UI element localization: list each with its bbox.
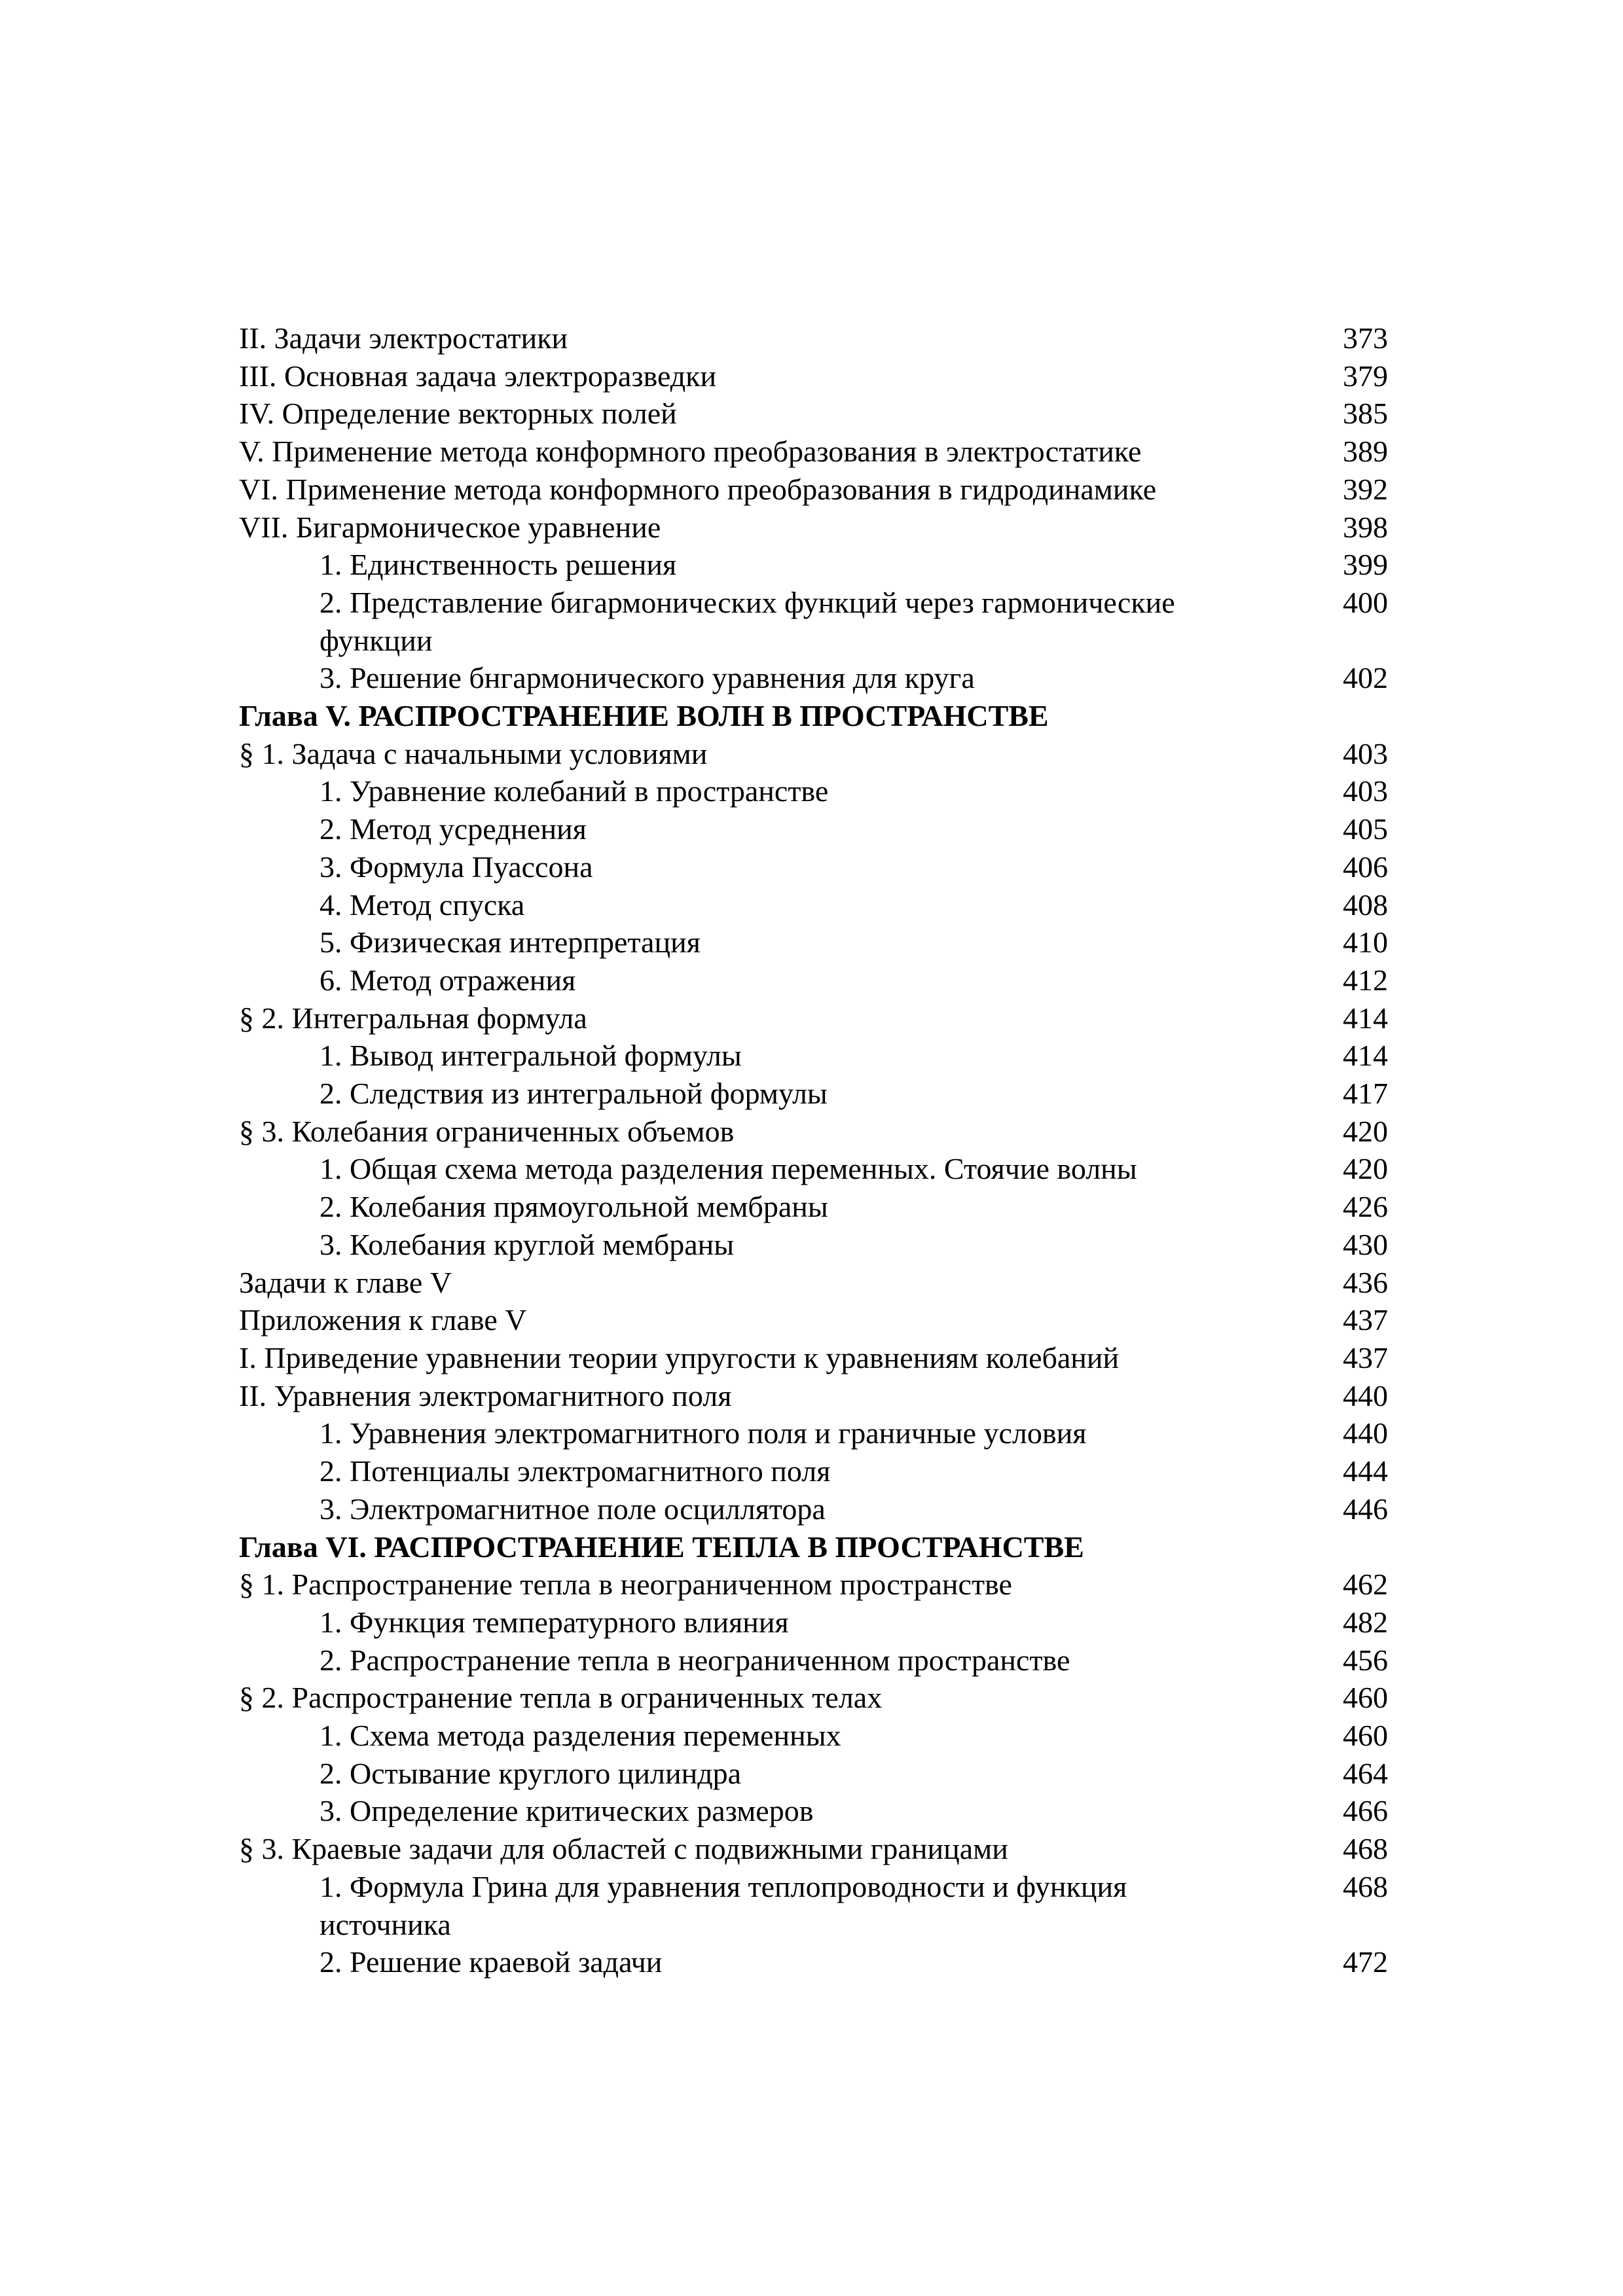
chapter-title: Глава VI. РАСПРОСТРАНЕНИЕ ТЕПЛА В ПРОСТРАНСТВЕ [239,1530,1084,1564]
toc-entry-title: 2. Решение краевой задачи [319,1945,663,1979]
toc-entry-title: 1. Схема метода разделения переменных [319,1719,841,1753]
toc-entry-title: § 3. Краевые задачи для областей с подвижными границами [239,1832,1008,1866]
toc-entry-title: 1. Функция температурного влияния [319,1605,789,1639]
toc-entry [239,1188,1388,1226]
toc-entry [239,1452,1388,1490]
toc-entry-page-number: 410 [1343,925,1388,960]
toc-entry [239,1490,1388,1528]
chapter-heading [239,697,1388,735]
table-of-contents [239,319,1388,1981]
toc-entry-page-number: 414 [1343,1001,1388,1035]
toc-entry [239,1755,1388,1793]
toc-entry-page-number: 468 [1343,1869,1388,1903]
toc-entry-page-number: 472 [1343,1945,1388,1979]
toc-entry-title: 2. Представление бигармонических функций через гармонические функции [319,585,1175,657]
toc-entry-title: I. Приведение уравнении теории упругости к уравнениям колебаний [239,1340,1120,1374]
toc-entry [239,659,1388,697]
toc-entry-title: 2. Распространение тепла в неограниченном пространстве [319,1643,1070,1677]
toc-entry-title: Приложения к главе V [239,1303,527,1337]
toc-entry-title: 2. Колебания прямоугольной мембраны [319,1190,828,1224]
toc-entry-page-number: 412 [1343,963,1388,997]
toc-entry [239,1566,1388,1604]
toc-entry [239,1414,1388,1452]
toc-entry-title: § 2. Интегральная формула [239,1001,587,1035]
toc-entry-page-number: 389 [1343,435,1388,469]
toc-entry-page-number: 373 [1343,321,1388,355]
toc-entry [239,1301,1388,1339]
toc-entry-title: 6. Метод отражения [319,963,576,997]
toc-entry [239,1943,1388,1981]
toc-entry-page-number: 405 [1343,812,1388,846]
toc-entry-title: 2. Следствия из интегральной формулы [319,1077,828,1111]
chapter-title: Глава V. РАСПРОСТРАНЕНИЕ ВОЛН В ПРОСТРАНСТВЕ [239,699,1049,733]
toc-entry-page-number: 420 [1343,1114,1388,1148]
toc-entry [239,961,1388,999]
toc-entry [239,1037,1388,1075]
toc-entry-title: III. Основная задача электроразведки [239,359,717,393]
toc-entry-title: 3. Электромагнитное поле осциллятора [319,1492,826,1526]
toc-entry-title: IV. Определение векторных полей [239,397,677,431]
toc-entry-title: § 2. Распространение тепла в ограниченных телах [239,1681,883,1715]
toc-entry-page-number: 406 [1343,850,1388,884]
toc-entry [239,1641,1388,1679]
toc-entry-page-number: 417 [1343,1077,1388,1111]
toc-entry [239,999,1388,1037]
toc-entry-page-number: 420 [1343,1152,1388,1186]
toc-entry [239,433,1388,471]
toc-entry [239,1264,1388,1302]
toc-entry-page-number: 385 [1343,397,1388,431]
toc-entry-title: V. Применение метода конформного преобразования в электростатике [239,435,1142,469]
toc-entry-title: VII. Бигармоническое уравнение [239,510,661,544]
toc-entry-title: 1. Общая схема метода разделения переменных. Стоячие волны [319,1152,1137,1186]
toc-entry [239,1868,1388,1943]
toc-entry-title: 2. Метод усреднения [319,812,587,846]
toc-entry-page-number: 403 [1343,736,1388,770]
toc-entry-page-number: 456 [1343,1643,1388,1677]
toc-entry [239,1717,1388,1755]
chapter-heading [239,1528,1388,1566]
toc-entry-title: 4. Метод спуска [319,888,525,922]
toc-entry-page-number: 437 [1343,1340,1388,1374]
toc-entry [239,810,1388,848]
toc-entry [239,1792,1388,1830]
toc-entry [239,1113,1388,1151]
toc-entry [239,395,1388,433]
toc-entry-page-number: 430 [1343,1227,1388,1261]
toc-entry [239,357,1388,395]
toc-entry [239,886,1388,924]
toc-entry-page-number: 414 [1343,1039,1388,1073]
toc-entry [239,772,1388,810]
toc-entry-title: 1. Формула Грина для уравнения теплопроводности и функция источника [319,1869,1127,1941]
toc-entry-page-number: 466 [1343,1794,1388,1828]
toc-entry-page-number: 440 [1343,1416,1388,1450]
toc-entry [239,471,1388,509]
toc-entry-page-number: 482 [1343,1605,1388,1639]
toc-entry-page-number: 436 [1343,1265,1388,1299]
toc-entry-title: VI. Применение метода конформного преобразования в гидродинамике [239,472,1157,506]
toc-entry [239,1377,1388,1415]
toc-entry-page-number: 392 [1343,472,1388,506]
toc-entry-title: 2. Потенциалы электромагнитного поля [319,1454,831,1488]
toc-entry-title: 1. Уравнение колебаний в пространстве [319,774,829,808]
toc-entry-title: 5. Физическая интерпретация [319,925,701,960]
toc-entry-title: 1. Уравнения электромагнитного поля и граничные условия [319,1416,1087,1450]
toc-entry [239,924,1388,961]
toc-entry [239,1679,1388,1717]
toc-entry [239,735,1388,773]
toc-entry [239,584,1388,659]
toc-entry-page-number: 379 [1343,359,1388,393]
toc-entry-title: § 1. Распространение тепла в неограниченном пространстве [239,1568,1012,1602]
toc-entry-page-number: 468 [1343,1832,1388,1866]
toc-entry-title: 1. Единственность решения [319,548,677,582]
toc-entry-title: 3. Решение бнгармонического уравнения для круга [319,661,975,695]
toc-entry-title: 2. Остывание круглого цилиндра [319,1756,742,1790]
toc-entry [239,1339,1388,1377]
toc-entry-page-number: 446 [1343,1492,1388,1526]
toc-entry-page-number: 462 [1343,1568,1388,1602]
toc-entry-title: II. Задачи электростатики [239,321,568,355]
toc-entry-title: 1. Вывод интегральной формулы [319,1039,742,1073]
toc-entry-page-number: 403 [1343,774,1388,808]
toc-entry [239,319,1388,357]
toc-entry-page-number: 426 [1343,1190,1388,1224]
toc-entry [239,1226,1388,1264]
toc-entry-page-number: 440 [1343,1378,1388,1412]
toc-entry [239,848,1388,886]
toc-entry-page-number: 464 [1343,1756,1388,1790]
toc-entry-page-number: 400 [1343,585,1388,619]
toc-entry [239,1075,1388,1113]
toc-entry-title: § 1. Задача с начальными условиями [239,736,708,770]
toc-entry [239,1830,1388,1868]
toc-entry-title: 3. Формула Пуассона [319,850,593,884]
toc-entry-page-number: 399 [1343,548,1388,582]
toc-entry-title: Задачи к главе V [239,1265,452,1299]
toc-entry [239,1150,1388,1188]
toc-entry-page-number: 402 [1343,661,1388,695]
toc-entry-title: II. Уравнения электромагнитного поля [239,1378,732,1412]
toc-entry-page-number: 460 [1343,1719,1388,1753]
toc-entry-title: 3. Определение критических размеров [319,1794,814,1828]
toc-entry [239,546,1388,584]
toc-entry [239,509,1388,547]
toc-entry-title: 3. Колебания круглой мембраны [319,1227,735,1261]
toc-entry [239,1604,1388,1641]
toc-entry-page-number: 460 [1343,1681,1388,1715]
toc-entry-page-number: 408 [1343,888,1388,922]
toc-entry-page-number: 444 [1343,1454,1388,1488]
toc-entry-title: § 3. Колебания ограниченных объемов [239,1114,735,1148]
toc-entry-page-number: 398 [1343,510,1388,544]
toc-entry-page-number: 437 [1343,1303,1388,1337]
